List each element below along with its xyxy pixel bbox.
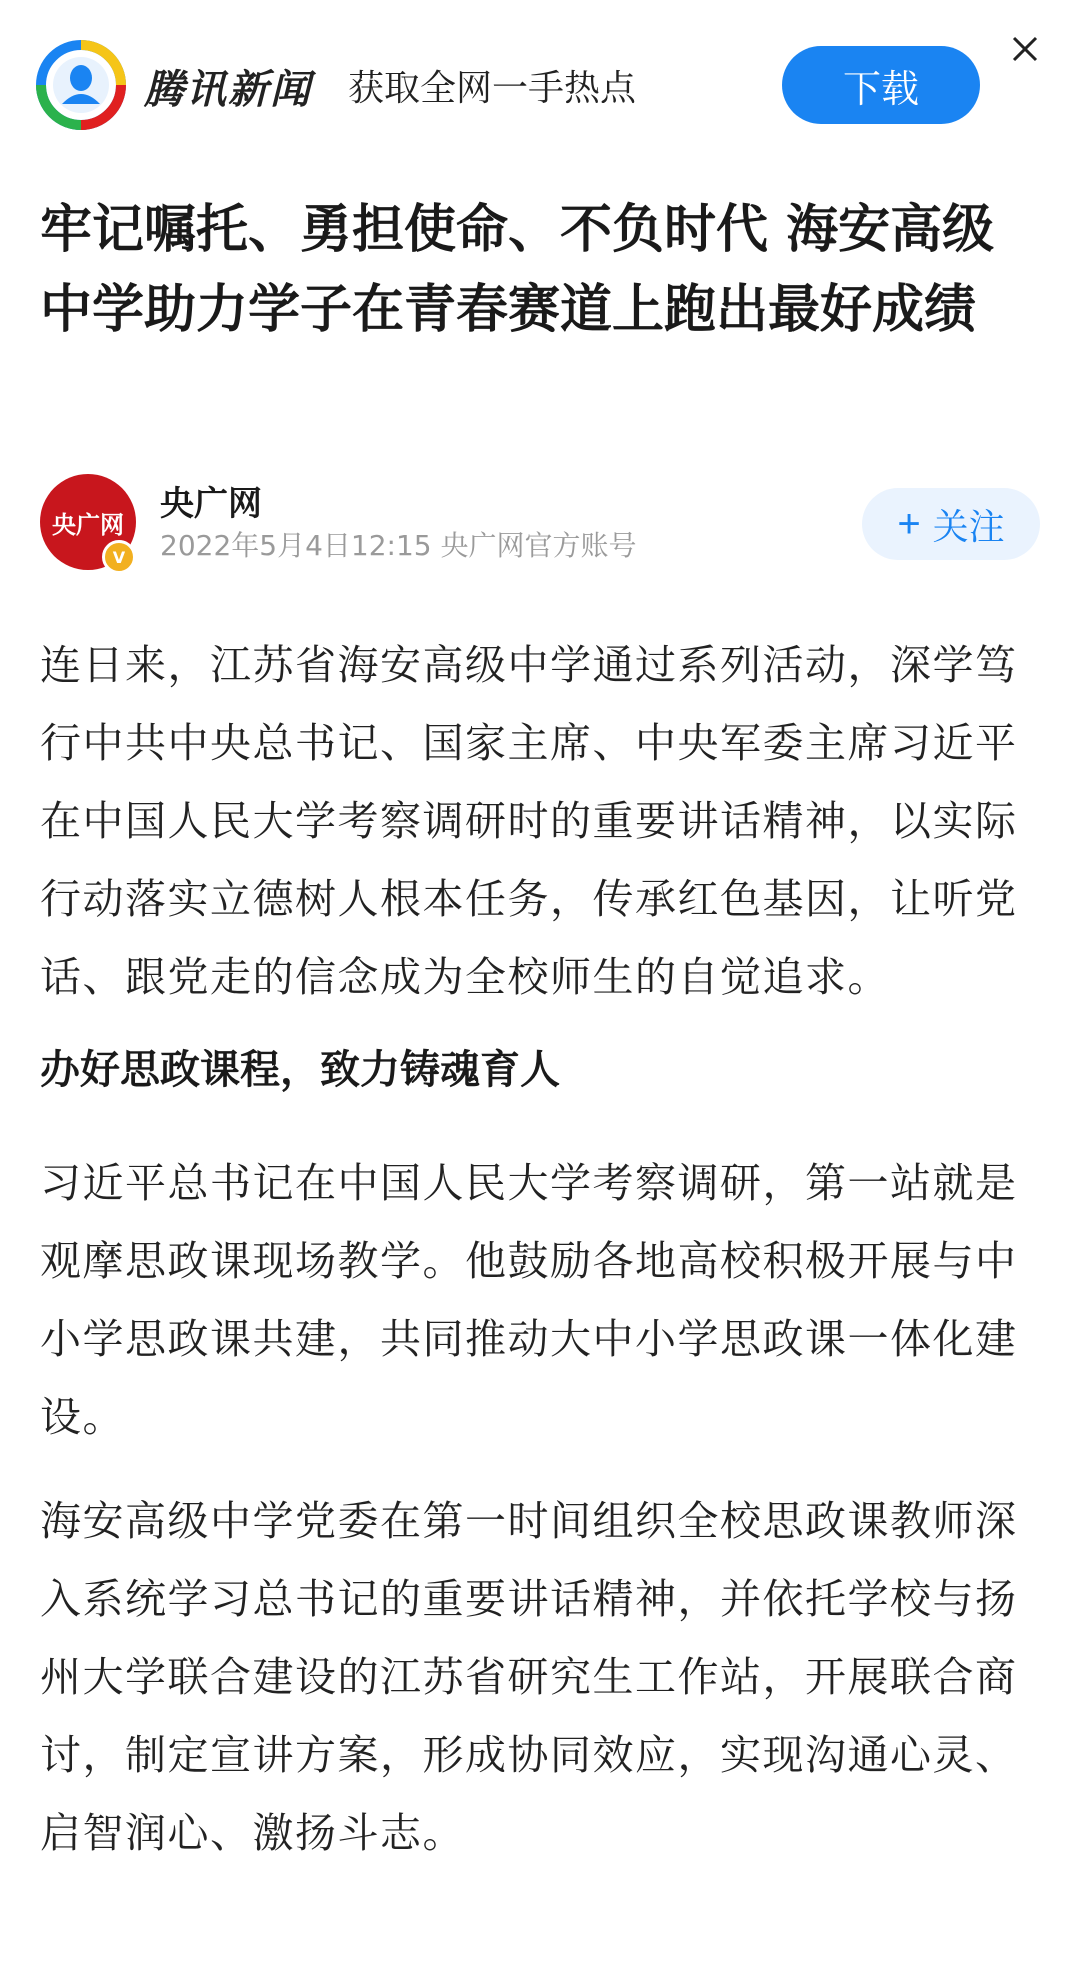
- article-title: 牢记嘱托、勇担使命、不负时代 海安高级中学助力学子在青春赛道上跑出最好成绩: [40, 200, 995, 340]
- app-slogan: 获取全网一手热点: [348, 68, 637, 109]
- download-button[interactable]: 下载: [782, 46, 980, 124]
- avatar-text: 央广网: [52, 510, 124, 539]
- paragraph: 习近平总书记在中国人民大学考察调研，第一站就是观摩思政课现场教学。他鼓励各地高校积极开展与中小学思政课共建，共同推动大中小学思政课一体化建设。: [40, 1159, 1018, 1441]
- author-name[interactable]: 央广网: [160, 484, 262, 524]
- app-download-banner: [0, 0, 1075, 170]
- verified-badge-icon: V: [102, 540, 136, 574]
- publish-meta: 2022年5月4日12:15 央广网官方账号: [160, 529, 637, 562]
- tencent-news-logo-icon: [36, 40, 126, 130]
- paragraph: 海安高级中学党委在第一时间组织全校思政课教师深入系统学习总书记的重要讲话精神，并依托学校与扬州大学联合建设的江苏省研究生工作站，开展联合商讨，制定宣讲方案，形成协同效应，实现沟通心灵、启智润心、激扬斗志。: [40, 1497, 1018, 1857]
- paragraph: 连日来，江苏省海安高级中学通过系列活动，深学笃行中共中央总书记、国家主席、中央军委主席习近平在中国人民大学考察调研时的重要讲话精神，以实际行动落实立德树人根本任务，传承红色基因，让听党话、跟党走的信念成为全校师生的自觉追求。: [40, 641, 1018, 1001]
- follow-label: 关注: [932, 505, 1005, 547]
- app-name: 腾讯新闻: [144, 67, 312, 113]
- follow-button[interactable]: [862, 488, 1040, 560]
- article-body: [40, 626, 1040, 1898]
- plus-icon: +: [897, 501, 921, 546]
- section-heading: 办好思政课程，致力铸魂育人: [40, 1047, 560, 1093]
- author-row: [40, 474, 1040, 584]
- close-icon[interactable]: [1008, 32, 1042, 66]
